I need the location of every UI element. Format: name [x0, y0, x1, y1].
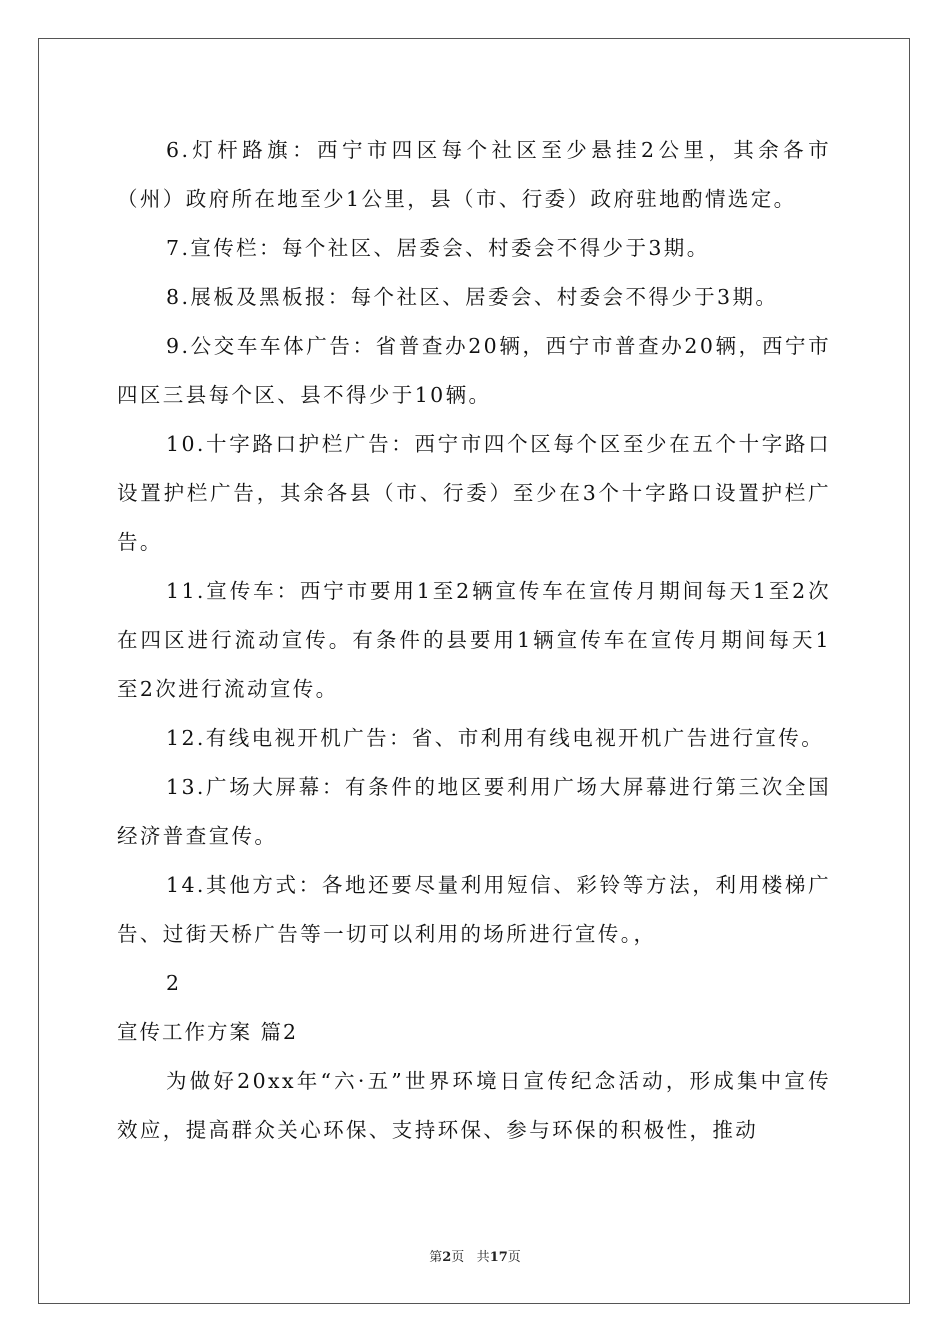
inline-page-marker: 2 [166, 971, 180, 995]
paragraph-item-9: 9.公交车车体广告：省普查办20辆，西宁市普查办20辆，西宁市四区三县每个区、县不得少于10辆。 [117, 334, 831, 407]
footer-page-suffix: 页 [451, 1250, 465, 1265]
footer-current-page: 2 [442, 1250, 452, 1265]
paragraph-item-14: 14.其他方式：各地还要尽量利用短信、彩铃等方法，利用楼梯广告、过街天桥广告等一切可以利用的场所进行宣传。， [117, 873, 831, 946]
footer-total-suffix: 页 [507, 1250, 521, 1265]
section-title: 宣传工作方案 篇2 [117, 1020, 299, 1044]
section-intro-paragraph: 为做好20xx年“六·五”世界环境日宣传纪念活动，形成集中宣传效应，提高群众关心环保、支持环保、参与环保的积极性，推动 [117, 1069, 831, 1142]
document-body [117, 126, 831, 1155]
footer-total-pages: 17 [489, 1250, 508, 1265]
footer-prefix: 第 [429, 1250, 443, 1265]
paragraph-item-13: 13.广场大屏幕：有条件的地区要利用广场大屏幕进行第三次全国经济普查宣传。 [117, 775, 831, 848]
paragraph-item-8: 8.展板及黑板报：每个社区、居委会、村委会不得少于3期。 [166, 285, 779, 309]
paragraph-item-6: 6.灯杆路旗：西宁市四区每个社区至少悬挂2公里，其余各市（州）政府所在地至少1公里，县（市、行委）政府驻地酌情选定。 [117, 138, 831, 211]
footer-total-prefix: 共 [476, 1250, 490, 1265]
paragraph-item-10: 10.十字路口护栏广告：西宁市四个区每个区至少在五个十字路口设置护栏广告，其余各县（市、行委）至少在3个十字路口设置护栏广告。 [117, 432, 831, 554]
paragraph-item-7: 7.宣传栏：每个社区、居委会、村委会不得少于3期。 [166, 236, 710, 260]
paragraph-item-11: 11.宣传车：西宁市要用1至2辆宣传车在宣传月期间每天1至2次在四区进行流动宣传。有条件的县要用1辆宣传车在宣传月期间每天1至2次进行流动宣传。 [117, 579, 831, 701]
page-footer [0, 1246, 950, 1265]
paragraph-item-12: 12.有线电视开机广告：省、市利用有线电视开机广告进行宣传。 [166, 726, 825, 750]
